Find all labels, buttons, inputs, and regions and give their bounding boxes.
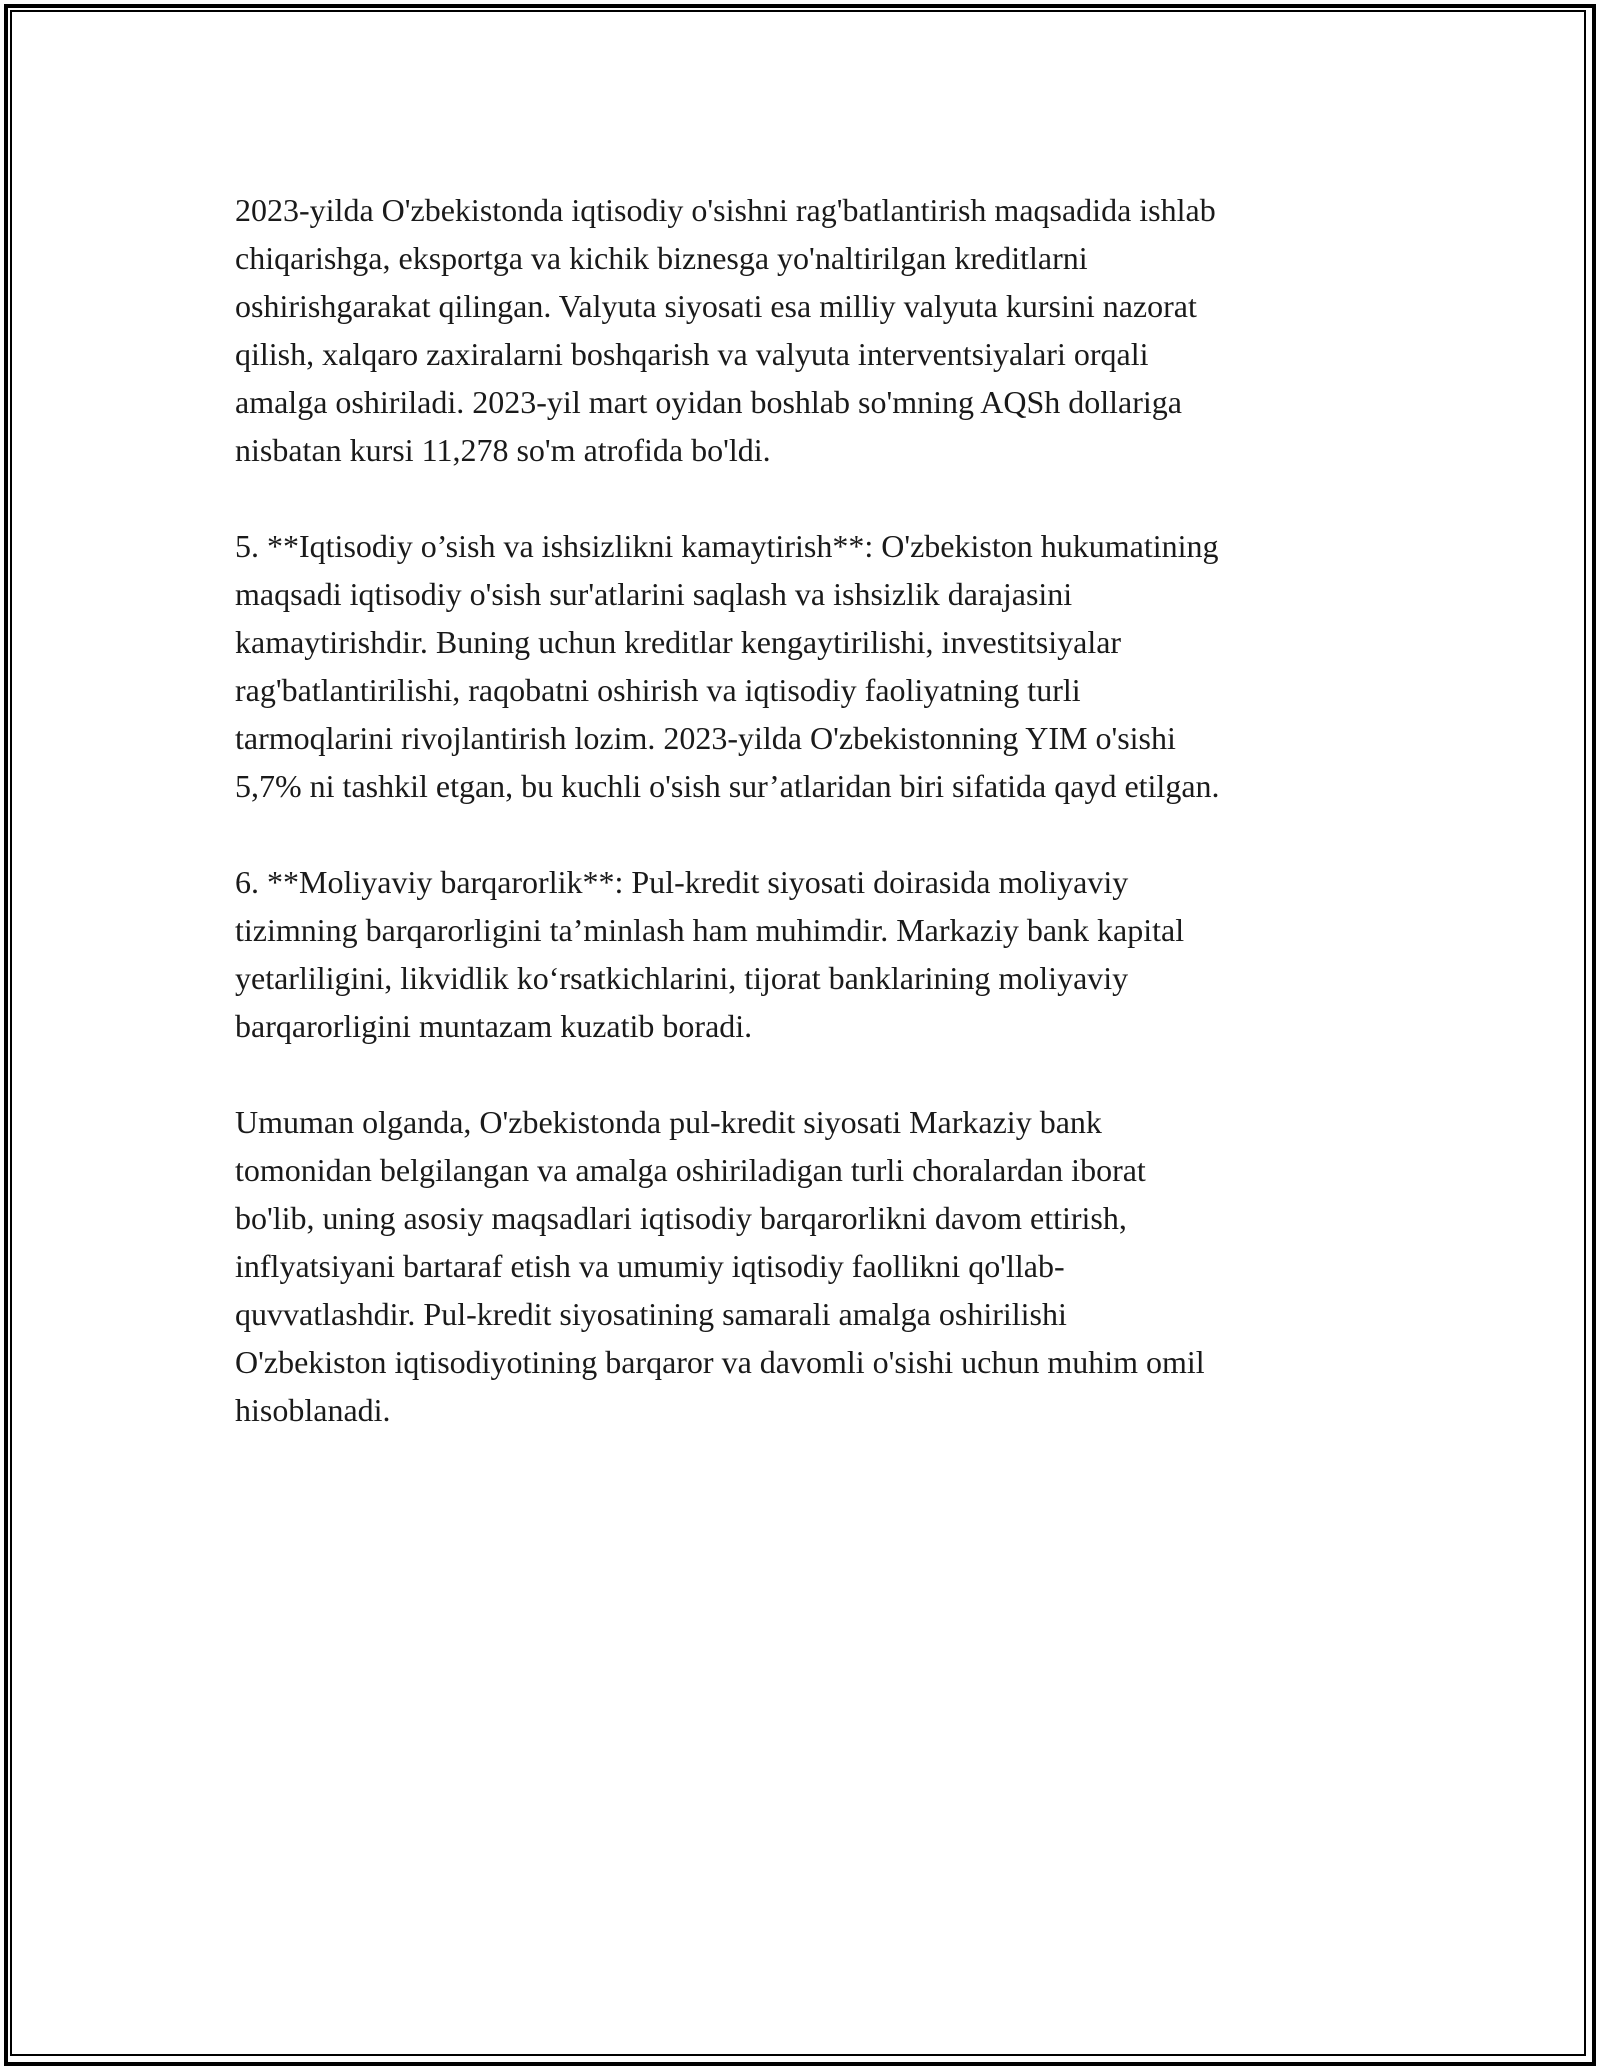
text-line: rag'batlantirilishi, raqobatni oshirish va iqtisodiy faoliyatning turli	[235, 672, 1081, 708]
paragraph-financial-stability	[235, 858, 1375, 1050]
text-line: Umuman olganda, O'zbekistonda pul-kredit siyosati Markaziy bank	[235, 1104, 1102, 1140]
text-line: tarmoqlarini rivojlantirish lozim. 2023-yilda O'zbekistonning YIM o'sishi	[235, 720, 1176, 756]
text-line: tizimning barqarorligini ta’minlash ham muhimdir. Markaziy bank kapital	[235, 912, 1185, 948]
text-line: hisoblanadi.	[235, 1392, 391, 1428]
text-line: inflyatsiyani bartaraf etish va umumiy iqtisodiy faollikni qo'llab-	[235, 1248, 1065, 1284]
text-line: chiqarishga, eksportga va kichik biznesga yo'naltirilgan kreditlarni	[235, 240, 1088, 276]
text-line: 2023-yilda O'zbekistonda iqtisodiy o'sishni rag'batlantirish maqsadida ishlab	[235, 192, 1216, 228]
document-body	[235, 186, 1375, 1482]
text-line: oshirishgarakat qilingan. Valyuta siyosati esa milliy valyuta kursini nazorat	[235, 288, 1197, 324]
text-line: maqsadi iqtisodiy o'sish sur'atlarini saqlash va ishsizlik darajasini	[235, 576, 1073, 612]
text-line: kamaytirishdir. Buning uchun kreditlar kengaytirilishi, investitsiyalar	[235, 624, 1122, 660]
text-line: nisbatan kursi 11,278 so'm atrofida bo'ldi.	[235, 432, 771, 468]
paragraph-conclusion	[235, 1098, 1375, 1434]
paragraph-currency-policy	[235, 186, 1375, 474]
text-line: qilish, xalqaro zaxiralarni boshqarish va valyuta interventsiyalari orqali	[235, 336, 1149, 372]
text-line: O'zbekiston iqtisodiyotining barqaror va davomli o'sishi uchun muhim omil	[235, 1344, 1205, 1380]
paragraph-economic-growth	[235, 522, 1375, 810]
text-line: 5. **Iqtisodiy o’sish va ishsizlikni kamaytirish**: O'zbekiston hukumatining	[235, 528, 1219, 564]
text-line: yetarliligini, likvidlik ko‘rsatkichlarini, tijorat banklarining moliyaviy	[235, 960, 1129, 996]
text-line: 5,7% ni tashkil etgan, bu kuchli o'sish sur’atlaridan biri sifatida qayd etilgan.	[235, 768, 1220, 804]
text-line: quvvatlashdir. Pul-kredit siyosatining samarali amalga oshirilishi	[235, 1296, 1067, 1332]
text-line: tomonidan belgilangan va amalga oshiriladigan turli choralardan iborat	[235, 1152, 1146, 1188]
text-line: amalga oshiriladi. 2023-yil mart oyidan boshlab so'mning AQSh dollariga	[235, 384, 1182, 420]
text-line: 6. **Moliyaviy barqarorlik**: Pul-kredit siyosati doirasida moliyaviy	[235, 864, 1129, 900]
text-line: barqarorligini muntazam kuzatib boradi.	[235, 1008, 753, 1044]
text-line: bo'lib, uning asosiy maqsadlari iqtisodiy barqarorlikni davom ettirish,	[235, 1200, 1127, 1236]
